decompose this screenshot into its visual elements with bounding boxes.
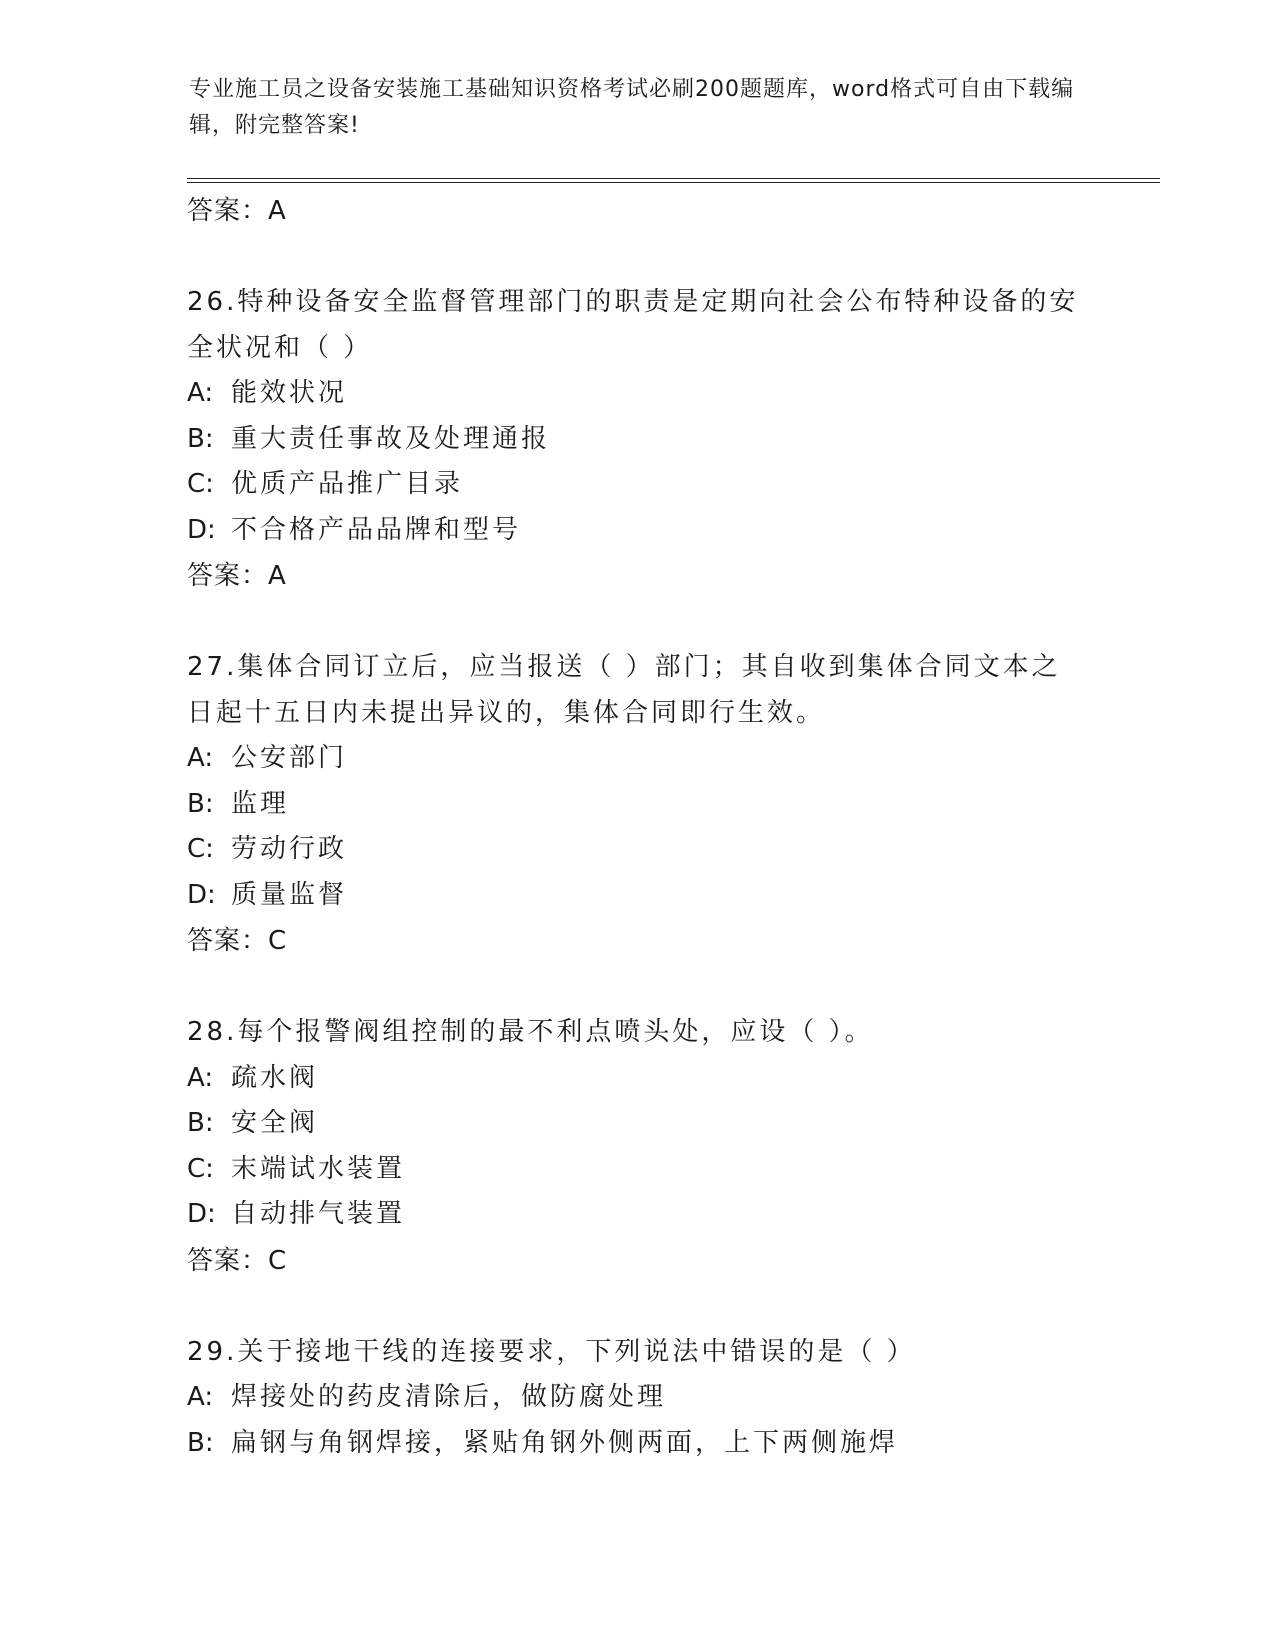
question-text: 26.特种设备安全监督管理部门的职责是定期向社会公布特种设备的安全状况和（ ）	[187, 287, 1079, 363]
question-list	[187, 188, 1087, 1466]
option-c	[187, 827, 1087, 873]
option-b	[187, 417, 1087, 463]
option-c	[187, 462, 1087, 508]
option-text: 监理	[231, 788, 290, 819]
option-d	[187, 508, 1087, 554]
option-b	[187, 782, 1087, 828]
option-letter: C:	[187, 834, 214, 864]
option-letter: A:	[187, 1382, 214, 1412]
option-a	[187, 1375, 1087, 1421]
option-text: 自动排气装置	[231, 1199, 406, 1229]
option-d	[187, 1192, 1087, 1238]
option-letter: B:	[187, 423, 214, 454]
question-text: 27.集体合同订立后，应当报送（ ）部门；其自收到集体合同文本之日起十五日内未提出异议的，集体合同即行生效。	[187, 652, 1061, 728]
option-letter: A:	[187, 743, 214, 773]
option-text: 末端试水装置	[231, 1153, 406, 1184]
question-item	[187, 280, 1087, 599]
option-text: 焊接处的药皮清除后，做防腐处理	[231, 1382, 667, 1412]
option-b	[187, 1421, 1087, 1467]
question-text: 28.每个报警阀组控制的最不利点喷头处，应设（ ）。	[187, 1017, 874, 1047]
option-text: 安全阀	[231, 1108, 319, 1138]
option-text: 重大责任事故及处理通报	[231, 423, 551, 454]
header-divider	[187, 178, 1160, 183]
option-letter: D:	[187, 514, 216, 545]
question-item	[187, 1330, 1087, 1467]
option-letter: A:	[187, 1062, 214, 1093]
option-letter: B:	[187, 1427, 214, 1458]
option-text: 疏水阀	[231, 1062, 319, 1093]
question-item	[187, 1010, 1087, 1284]
option-letter: B:	[187, 1108, 214, 1138]
option-text: 扁钢与角钢焊接，紧贴角钢外侧两面，上下两侧施焊	[231, 1427, 899, 1458]
option-b	[187, 1101, 1087, 1147]
question-text: 29.关于接地干线的连接要求，下列说法中错误的是（ ）	[187, 1336, 916, 1367]
option-letter: A:	[187, 378, 214, 408]
document-header: 专业施工员之设备安装施工基础知识资格考试必刷200题题库，word格式可自由下载编辑，附完整答案!	[189, 77, 1075, 138]
option-text: 劳动行政	[231, 834, 348, 864]
option-text: 公安部门	[231, 743, 348, 773]
option-c	[187, 1147, 1087, 1193]
option-letter: C:	[187, 469, 214, 499]
option-text: 能效状况	[231, 378, 348, 408]
option-letter: D:	[187, 879, 216, 910]
option-text: 优质产品推广目录	[231, 469, 464, 499]
option-text: 质量监督	[231, 879, 348, 910]
option-text: 不合格产品品牌和型号	[231, 514, 522, 545]
answer-line: 答案：A	[187, 196, 287, 226]
question-item	[187, 645, 1087, 964]
option-letter: B:	[187, 788, 214, 819]
answer-line: 答案：C	[187, 926, 288, 956]
option-a	[187, 1056, 1087, 1102]
option-a	[187, 736, 1087, 782]
option-d	[187, 873, 1087, 919]
option-letter: C:	[187, 1153, 214, 1184]
answer-line: 答案：C	[187, 1245, 288, 1276]
option-letter: D:	[187, 1199, 216, 1229]
option-a	[187, 371, 1087, 417]
answer-line: 答案：A	[187, 561, 287, 591]
